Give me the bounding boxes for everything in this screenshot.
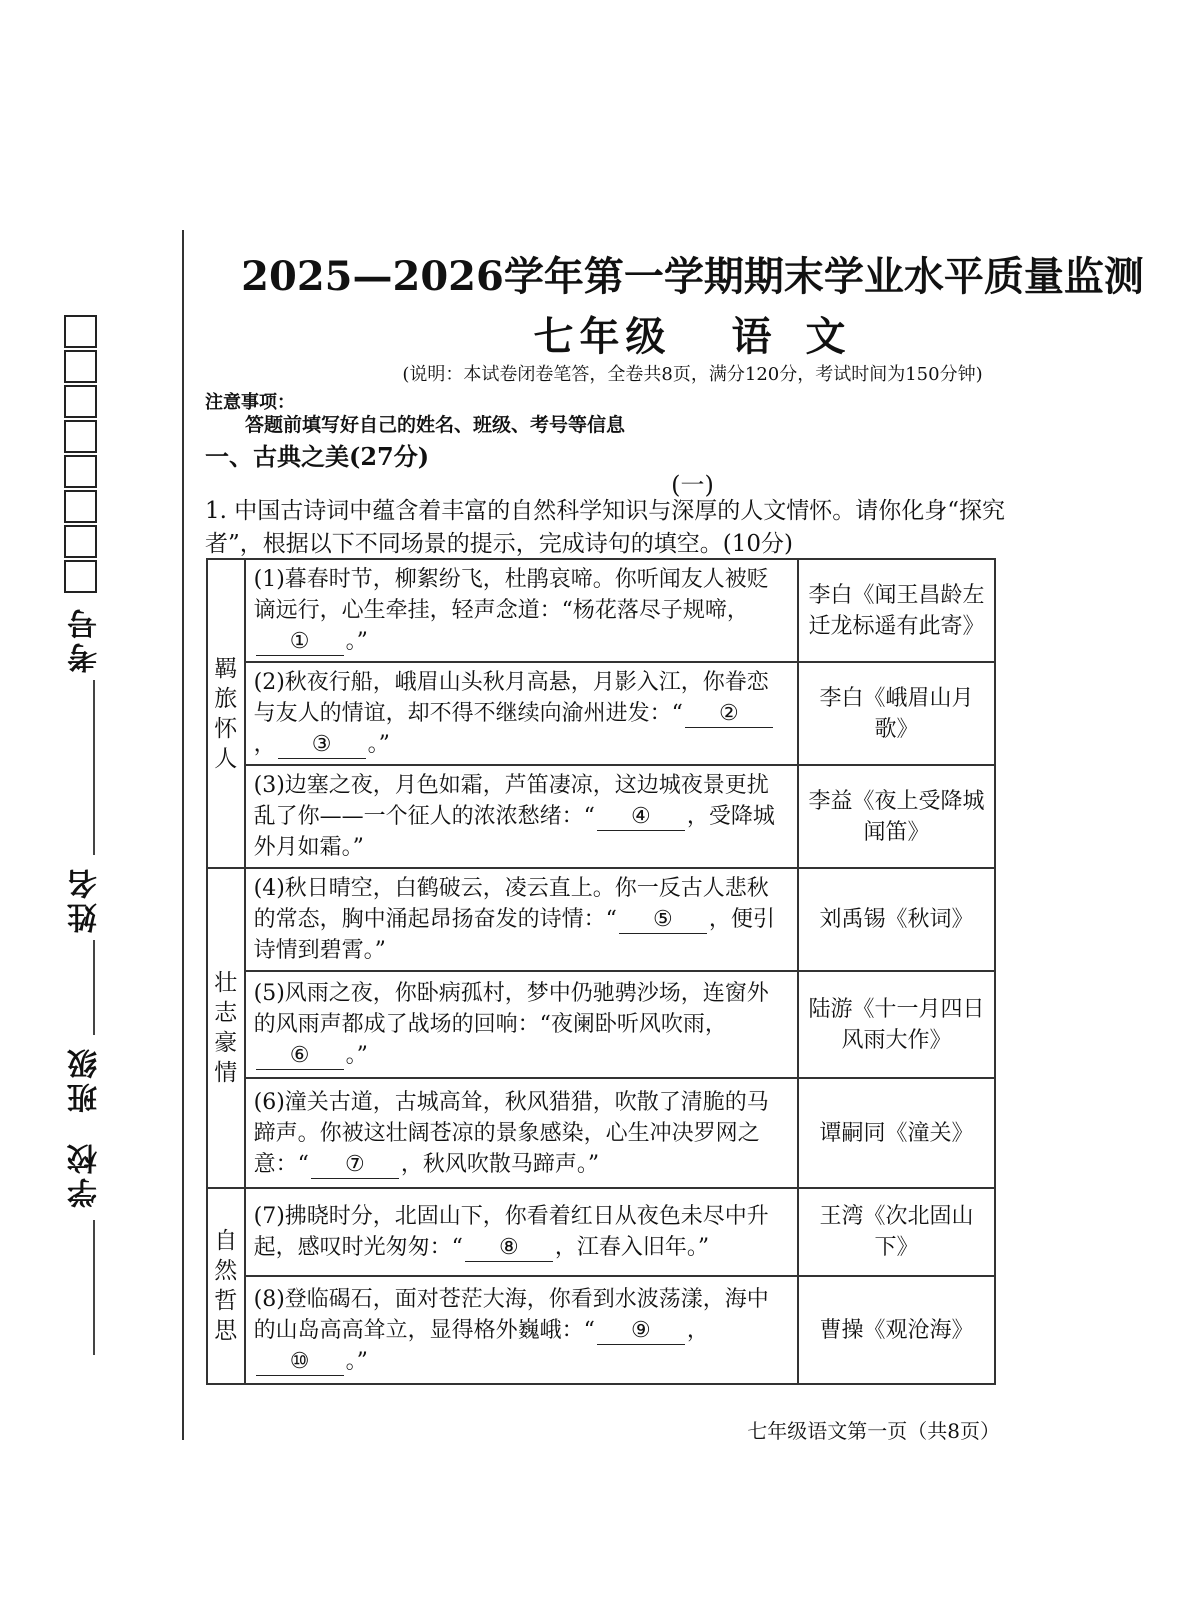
exam-subtitle: [185, 305, 1200, 362]
scene-text: 。”: [345, 629, 368, 654]
poem-source: 陆游《十一月四日风雨大作》: [808, 996, 985, 1053]
source-cell: [798, 868, 995, 971]
grade-label: 七年级: [533, 313, 672, 360]
page-footer: 七年级语文第一页（共8页）: [747, 1419, 1000, 1443]
scene-text: (5)风雨之夜，你卧病孤村，梦中仍驰骋沙场，连窗外的风雨声都成了战场的回响：“夜阑卧听风吹雨，: [253, 981, 769, 1037]
binding-line: [182, 230, 184, 1440]
source-cell: [798, 765, 995, 868]
category-label: 壮志豪情: [214, 970, 238, 1086]
scene-text: (8)登临碣石，面对苍茫大海，你看到水波荡漾，海中的山岛高高耸立，显得格外巍峨：“: [253, 1286, 769, 1343]
poem-source: 刘禹锡《秋词》: [819, 907, 974, 932]
source-cell: [798, 662, 995, 765]
category-label: 羁旅怀人: [214, 655, 238, 772]
table-row: [207, 559, 995, 662]
exam-number-box[interactable]: [64, 455, 97, 488]
scene-text: (6)潼关古道，古城高耸，秋风猎猎，吹散了清脆的马蹄声。你被这壮阔苍凉的景象感染，心生冲决罗网之意：“: [253, 1089, 769, 1177]
category-cell: [207, 559, 245, 868]
subject-char-1: 语: [731, 313, 778, 360]
answer-blank[interactable]: ⑤: [619, 907, 707, 934]
source-cell: [798, 559, 995, 662]
poem-source: 曹操《观沧海》: [819, 1317, 974, 1343]
section-title: 一、古典之美(27分): [205, 442, 430, 471]
attention-text: 答题前填写好自己的姓名、班级、考号等信息: [245, 414, 626, 436]
poem-source: 李白《闻王昌龄左迁龙标遥有此寄》: [808, 582, 985, 639]
name-label: 姓名: [68, 865, 103, 933]
table-row: [207, 1078, 995, 1188]
scene-cell: [245, 1188, 798, 1276]
scene-cell: [245, 1276, 798, 1384]
answer-blank[interactable]: ⑦: [311, 1152, 399, 1179]
category-cell: [207, 1188, 245, 1384]
table-row: [207, 1188, 995, 1276]
exam-number-label: 考号: [68, 605, 103, 673]
poem-source: 谭嗣同《潼关》: [819, 1120, 974, 1146]
scene-cell: [245, 971, 798, 1078]
scene-text: (4)秋日晴空，白鹤破云，凌云直上。你一反古人悲秋的常态，胸中涌起昂扬奋发的诗情：“: [253, 876, 769, 932]
source-cell: [798, 1276, 995, 1384]
scene-cell: [245, 765, 798, 868]
category-cell: [207, 868, 245, 1188]
table-row: [207, 662, 995, 765]
scene-text: ，便引诗情到碧霄。”: [253, 907, 775, 963]
table-row: [207, 868, 995, 971]
exam-title: 2025—2026学年第一学期期末学业水平质量监测: [241, 253, 1144, 300]
exam-number-box[interactable]: [64, 525, 97, 558]
answer-blank[interactable]: ⑧: [465, 1235, 553, 1262]
poem-fill-table: [206, 558, 996, 1385]
source-cell: [798, 971, 995, 1078]
binding-margin: [0, 0, 185, 1600]
section-subtitle: (一): [671, 471, 714, 499]
source-cell: [798, 1078, 995, 1188]
exam-number-box[interactable]: [64, 420, 97, 453]
answer-blank[interactable]: ⑨: [597, 1318, 685, 1345]
table-row: [207, 1276, 995, 1384]
poem-source: 王湾《次北固山下》: [819, 1204, 974, 1260]
scene-cell: [245, 1078, 798, 1188]
exam-number-boxes[interactable]: [64, 315, 100, 595]
answer-blank[interactable]: ⑥: [256, 1043, 344, 1070]
attention-label: 注意事项：: [205, 392, 295, 413]
exam-number-line[interactable]: [93, 680, 95, 855]
school-label: 学校: [68, 1140, 103, 1208]
scene-text: ，受降城外月如霜。”: [253, 804, 775, 860]
class-label: 班级: [68, 1045, 103, 1113]
scene-text: ，江春入旧年。”: [554, 1235, 710, 1260]
scene-text: (1)暮春时节，柳絮纷飞，杜鹃哀啼。你听闻友人被贬谪远行，心生牵挂，轻声念道：“杨花落尽子规啼，: [253, 567, 769, 623]
exam-number-box[interactable]: [64, 315, 97, 348]
exam-number-box[interactable]: [64, 385, 97, 418]
exam-number-box[interactable]: [64, 350, 97, 383]
scene-text: (2)秋夜行船，峨眉山头秋月高悬，月影入江，你眷恋与友人的情谊，却不得不继续向渝州进发：“: [253, 670, 769, 726]
scene-text: 。”: [345, 1043, 368, 1068]
scene-cell: [245, 868, 798, 971]
name-line[interactable]: [93, 940, 95, 1035]
scene-text: ，秋风吹散马蹄声。”: [400, 1151, 600, 1177]
category-label: 自然哲思: [214, 1228, 238, 1344]
school-line[interactable]: [93, 1220, 95, 1355]
answer-blank[interactable]: ⑩: [256, 1349, 344, 1376]
table-row: [207, 971, 995, 1078]
poem-source: 李白《峨眉山月歌》: [819, 685, 974, 742]
exam-note: (说明：本试卷闭卷笔答，全卷共8页，满分120分，考试时间为150分钟): [402, 364, 983, 385]
answer-blank[interactable]: ④: [597, 804, 685, 831]
scene-cell: [245, 662, 798, 765]
question-1-prompt: 1. 中国古诗词中蕴含着丰富的自然科学知识与深厚的人文情怀。请你化身“探究者”，根据以下不同场景的提示，完成诗句的填空。(10分): [205, 498, 1006, 557]
scene-text: 。”: [345, 1348, 368, 1374]
subject-char-2: 文: [805, 313, 852, 360]
exam-number-box[interactable]: [64, 560, 97, 593]
scene-cell: [245, 559, 798, 662]
scene-punct: ，: [253, 732, 276, 757]
source-cell: [798, 1188, 995, 1276]
exam-number-box[interactable]: [64, 490, 97, 523]
table-row: [207, 765, 995, 868]
scene-punct: ，: [686, 1317, 709, 1343]
scene-text: 。”: [367, 732, 390, 757]
answer-blank[interactable]: ③: [278, 732, 366, 759]
answer-blank[interactable]: ①: [256, 629, 344, 656]
answer-blank[interactable]: ②: [685, 701, 773, 728]
scene-text: (3)边塞之夜，月色如霜，芦笛凄凉，这边城夜景更扰乱了你——一个征人的浓浓愁绪：“: [253, 773, 769, 829]
scene-text: (7)拂晓时分，北固山下，你看着红日从夜色未尽中升起，感叹时光匆匆：“: [253, 1204, 769, 1260]
poem-source: 李益《夜上受降城闻笛》: [808, 788, 985, 845]
